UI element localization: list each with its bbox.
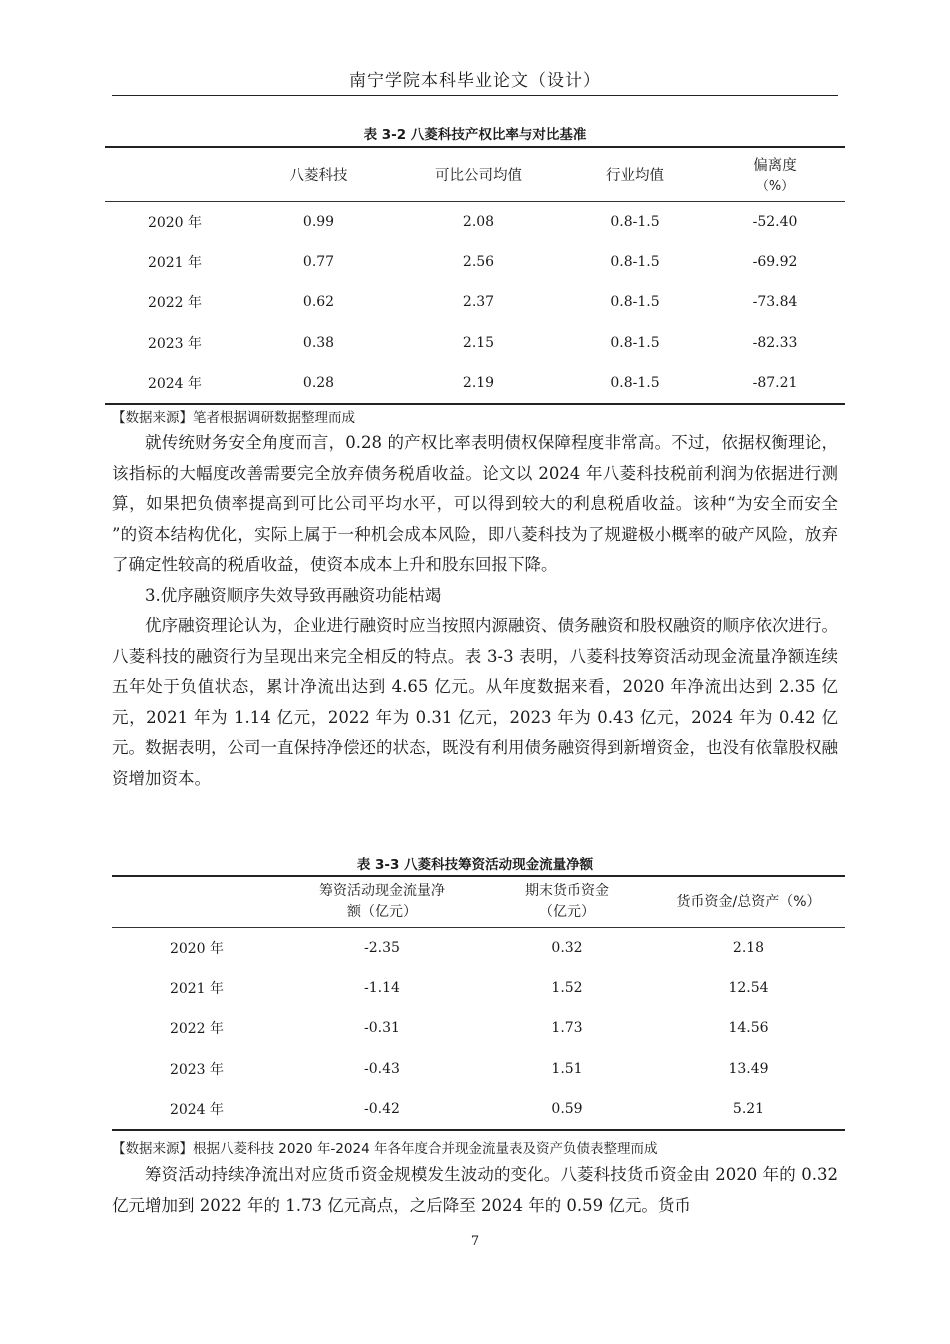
table2-cell: 14.56	[728, 1020, 769, 1037]
table1-row	[105, 363, 845, 404]
table2-cell: 13.49	[728, 1061, 769, 1078]
table2-col-2-line2: （亿元）	[539, 903, 595, 920]
table1-cell: 2.37	[462, 294, 495, 311]
page-number: 7	[470, 1234, 480, 1249]
table2-cell: 1.52	[551, 979, 583, 996]
table1-col-3: 行业均值	[565, 147, 705, 201]
table2-cell: 2021 年	[169, 980, 225, 997]
table1-cell: 0.8-1.5	[610, 294, 660, 311]
table2-col-2	[482, 876, 652, 927]
table2-cell: 0.32	[551, 939, 583, 956]
table1-col-4	[705, 147, 845, 201]
paragraph-3: 筹资活动持续净流出对应货币资金规模发生波动的变化。八菱科技货币资金由 2020 年的 0.32 亿元增加到 2022 年的 1.73 亿元高点，之后降至 2024 年的 0.59 亿元。货币	[112, 1165, 838, 1215]
table1-cell: 0.99	[302, 213, 335, 230]
table1-col-4-line1: 偏离度	[753, 158, 797, 175]
table2-cell: 1.51	[551, 1061, 583, 1078]
table1-cell: 2022 年	[147, 295, 203, 312]
section-heading: 3.优序融资顺序失效导致再融资功能枯竭	[145, 585, 442, 605]
table2-row	[112, 927, 845, 968]
table1-cell: 0.8-1.5	[610, 335, 660, 352]
table1-cell: -52.40	[752, 213, 798, 230]
table1-cell: 2.19	[462, 375, 495, 392]
table2-cell: 2020 年	[169, 940, 225, 957]
table2-col-1	[282, 876, 482, 927]
table1-cell: -82.33	[752, 335, 798, 352]
table2-cell: 1.73	[551, 1020, 583, 1037]
table2-col-1-line2: 额（亿元）	[347, 903, 417, 920]
table1-row	[105, 242, 845, 283]
table2-cell: 0.59	[551, 1101, 583, 1118]
table1-col-4-line2: （%）	[755, 179, 795, 195]
table2-col-3: 货币资金/总资产（%）	[652, 876, 845, 927]
table1-col-1: 八菱科技	[245, 147, 392, 201]
table2-source: 【数据来源】根据八菱科技 2020 年-2024 年各年度合并现金流量表及资产负债表整理而成	[112, 1141, 658, 1157]
table1-cell: 2020 年	[147, 214, 203, 231]
table1-cell: -87.21	[752, 375, 798, 392]
table2-row	[112, 1049, 845, 1090]
table2-cell: 2023 年	[169, 1062, 225, 1079]
table1-row	[105, 282, 845, 323]
table1-caption: 表 3-2 八菱科技产权比率与对比基准	[363, 127, 587, 143]
table2-header-row	[112, 876, 845, 927]
table1-cell: 2.15	[462, 335, 495, 352]
table1-cell: 0.8-1.5	[610, 375, 660, 392]
paragraph-1: 就传统财务安全角度而言，0.28 的产权比率表明债权保障程度非常高。不过，依据权衡理论，该指标的大幅度改善需要完全放弃债务税盾收益。论文以 2024 年八菱科技税前利润为依据进行测算，如果把负债率提高到可比公司平均水平，可以得到较大的利息税盾收益。该种“为安全而安全 ”的资本结构优化，实际上属于一种机会成本风险，即八菱科技为了规避极小概率的破产风险，放弃了确定性较高的税盾收益，使资本成本上升和股东回报下降。	[112, 433, 838, 574]
table1-row	[105, 323, 845, 364]
table-3-2	[105, 146, 845, 405]
table2-cell: 5.21	[732, 1101, 765, 1118]
table1-cell: 2023 年	[147, 336, 203, 353]
table1-col-0	[105, 147, 245, 201]
table2-col-0	[112, 876, 282, 927]
table2-cell: -0.31	[364, 1020, 400, 1037]
table1-cell: 2.08	[462, 213, 495, 230]
table1-cell: 0.38	[302, 335, 335, 352]
running-header: 南宁学院本科毕业论文（设计）	[349, 71, 601, 91]
table2-col-1-line1: 筹资活动现金流量净	[319, 883, 445, 900]
table1-source: 【数据来源】笔者根据调研数据整理而成	[112, 410, 355, 426]
table2-caption: 表 3-3 八菱科技筹资活动现金流量净额	[356, 857, 594, 873]
table2-row	[112, 968, 845, 1009]
table2-cell: 2024 年	[169, 1102, 225, 1119]
table1-cell: 0.8-1.5	[610, 213, 660, 230]
table1-cell: -73.84	[752, 294, 798, 311]
table1-cell: 2.56	[462, 253, 495, 270]
table2-cell: -0.43	[364, 1061, 400, 1078]
table2-col-2-line1: 期末货币资金	[525, 883, 609, 900]
paragraph-2: 优序融资理论认为，企业进行融资时应当按照内源融资、债务融资和股权融资的顺序依次进行。八菱科技的融资行为呈现出来完全相反的特点。表 3-3 表明，八菱科技筹资活动现金流量净额连续五年处于负值状态，累计净流出达到 4.65 亿元。从年度数据来看，2020 年净流出达到 2.35 亿元，2021 年为 1.14 亿元，2022 年为 0.31 亿元，2023 年为 0.43 亿元，2024 年为 0.42 亿元。数据表明，公司一直保持净偿还的状态，既没有利用债务融资得到新增资金，也没有依靠股权融资增加资本。	[112, 616, 838, 788]
table1-cell: -69.92	[752, 253, 798, 270]
table2-cell: 2022 年	[169, 1021, 225, 1038]
table2-cell: -0.42	[364, 1101, 400, 1118]
table1-cell: 0.77	[302, 253, 335, 270]
table-3-3	[112, 875, 845, 1131]
table1-cell: 0.28	[302, 375, 335, 392]
table1-header-row	[105, 147, 845, 201]
table2-cell: 12.54	[728, 979, 769, 996]
table2-row	[112, 1089, 845, 1130]
body-section-2	[112, 1160, 838, 1221]
table2-cell: -2.35	[364, 939, 400, 956]
table1-cell: 0.62	[302, 294, 335, 311]
header-rule	[112, 95, 838, 96]
table2-row	[112, 1008, 845, 1049]
table1-col-2: 可比公司均值	[392, 147, 565, 201]
table1-row	[105, 201, 845, 242]
table2-cell: -1.14	[364, 979, 400, 996]
table1-cell: 2021 年	[147, 254, 203, 271]
table1-cell: 0.8-1.5	[610, 253, 660, 270]
table2-cell: 2.18	[732, 939, 765, 956]
table1-cell: 2024 年	[147, 376, 203, 393]
body-section-1	[112, 428, 838, 794]
